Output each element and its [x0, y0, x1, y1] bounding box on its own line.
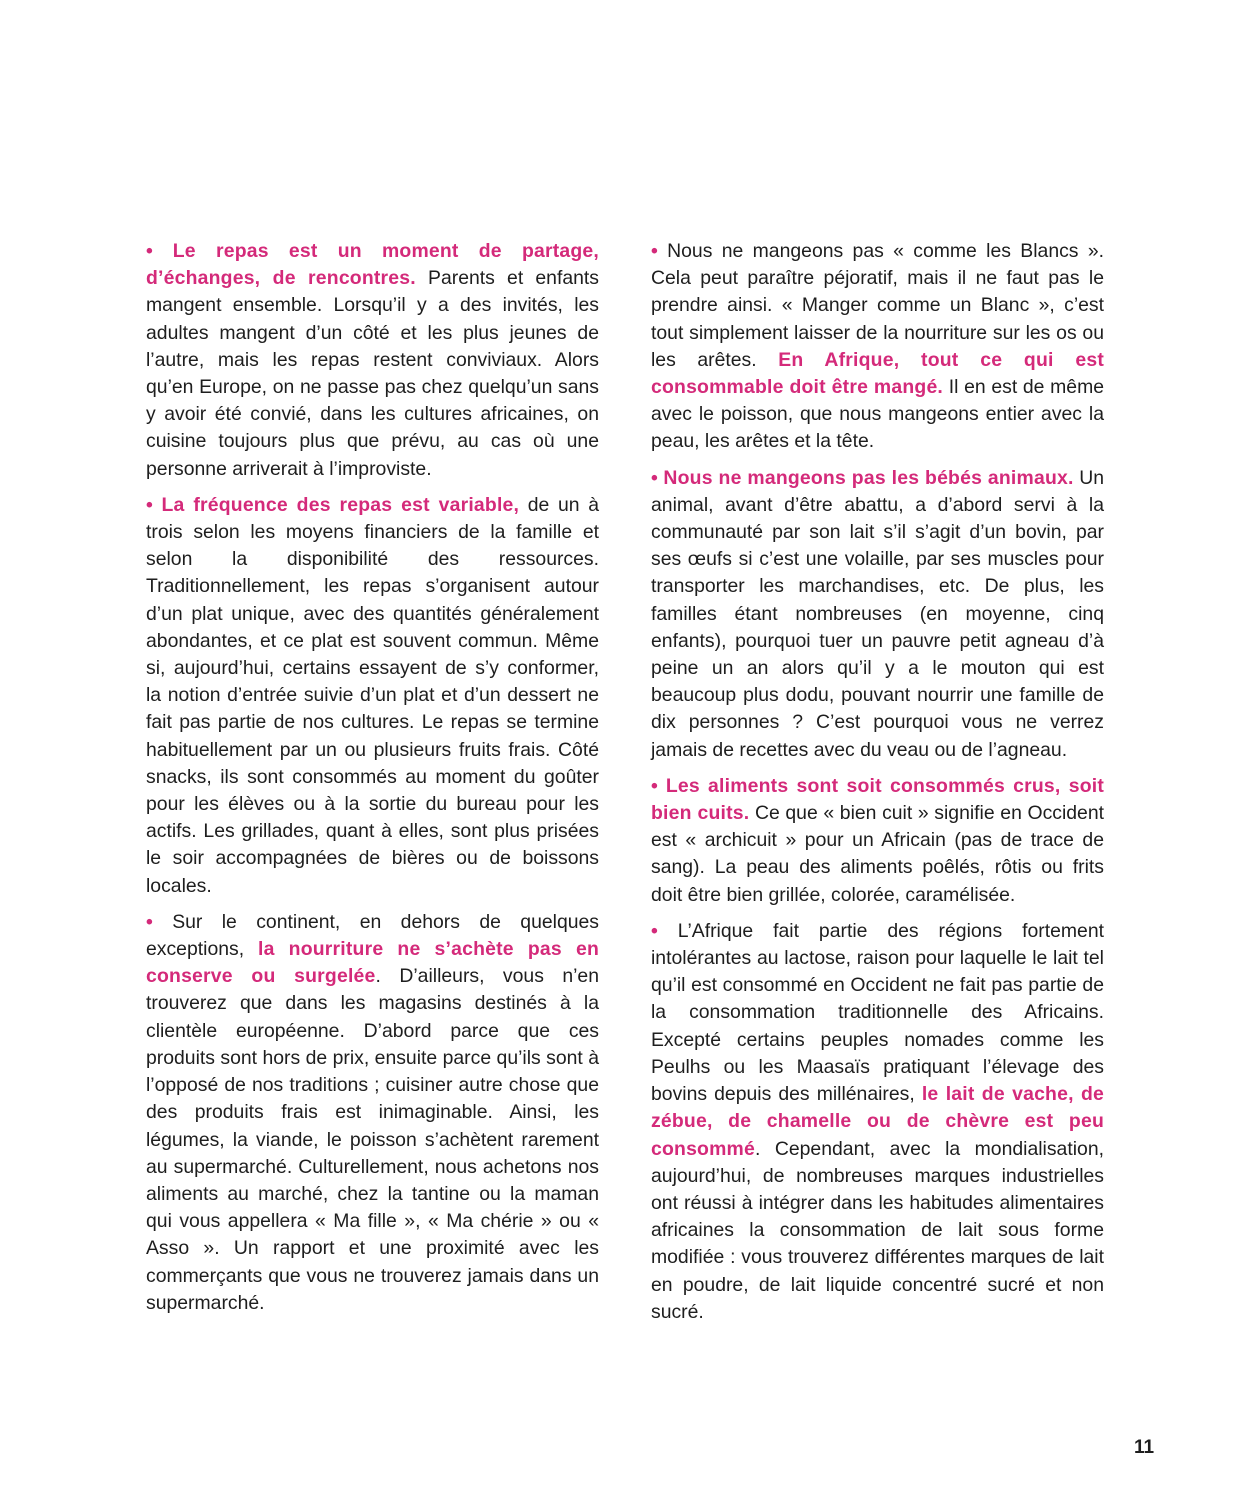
bullet-icon: •	[146, 240, 173, 262]
left-column	[146, 238, 599, 1326]
paragraph-crus-ou-cuits	[651, 773, 1104, 909]
highlight-text: En Afrique, tout ce qui est consommable doit être mangé.	[651, 348, 1104, 399]
body-text: Parents et enfants mangent ensemble. Lorsqu’il y a des invités, les adultes mangent d’un côté et les plus jeunes de l’autre, mais les repas restent conviviaux. Alors qu’en Europe, on ne passe pas chez quelqu’un sans y avoir été convié, dans les cultures africaines, on cuisine toujours plus que prévu, au cas où une personne arriverait à l’improviste.	[146, 267, 599, 480]
bullet-icon: •	[651, 240, 668, 262]
body-text: de un à trois selon les moyens financiers de la famille et selon la disponibilité des ressources. Traditionnellement, les repas s’organisent autour d’un plat unique, avec des quantités généralement abondantes, et ce plat est souvent commun. Même si, aujourd’hui, certains essayent de s’y conformer, la notion d’entrée suivie d’un plat et d’un dessert ne fait pas partie de nos cultures. Le repas se termine habituellement par un ou plusieurs fruits frais. Côté snacks, ils sont consommés au moment du goûter pour les élèves ou à la sortie du bureau pour les actifs. Les grillades, quant à elles, sont plus prisées le soir accompagnées de bières ou de boissons locales.	[146, 493, 599, 897]
body-text-before: Nous ne mangeons pas « comme les Blancs ». Cela peut paraître péjoratif, mais il ne faut pas le prendre ainsi. « Manger comme un Blanc », c’est tout simplement laisser de la nourriture sur les os ou les arêtes.	[651, 240, 1105, 371]
highlight-text: Le repas est un moment de partage, d’échanges, de rencontres.	[146, 240, 599, 290]
body-text: Un animal, avant d’être abattu, a d’abord servi à la communauté par son lait s’il s’agit d’un bovin, par ses œufs si c’est une volaille, par ses muscles pour transporter les marchandises, etc. De plus, les familles étant nombreuses (en moyenne, cinq enfants), pourquoi tuer un pauvre petit agneau d’à peine un an alors qu’il y a le mouton qui est beaucoup plus dodu, pouvant nourrir une famille de dix personnes ? C’est pourquoi vous ne verrez jamais de recettes avec du veau ou de l’agneau.	[651, 466, 1104, 761]
page-number: 11	[1134, 1437, 1155, 1458]
body-text: Ce que « bien cuit » signifie en Occident est « archicuit » pour un Africain (pas de trace de sang). La peau des aliments poêlés, rôtis ou frits doit être bien grillée, colorée, caramélisée.	[651, 802, 1105, 906]
right-column	[651, 238, 1104, 1335]
paragraph-lactose	[651, 918, 1104, 1326]
paragraph-frequence-repas	[146, 492, 599, 900]
paragraph-repas-partage	[146, 238, 599, 483]
body-text: . Cependant, avec la mondialisation, aujourd’hui, de nombreuses marques industrielles ont réussi à intégrer dans les habitudes alimentaires africaines la consommation de lait sous forme modifiée : vous trouverez différentes marques de lait en poudre, de lait liquide concentré sucré et non sucré.	[651, 1137, 1104, 1323]
highlight-text: La fréquence des repas est variable,	[161, 493, 520, 516]
body-text: . D’ailleurs, vous n’en trouverez que dans les magasins destinés à la clientèle européenne. D’abord parce que ces produits sont hors de prix, ensuite parce qu’ils sont à l’opposé de nos traditions ; cuisiner autre chose que des produits frais est inimaginable. Ainsi, les légumes, la viande, le poisson s’achètent rarement au supermarché. Culturellement, nous achetons nos aliments au marché, chez la tantine ou la maman qui vous appellera « Ma fille », « Ma chérie » ou « Asso ». Un rapport et une proximité avec les commerçants que vous ne trouverez jamais dans un supermarché.	[146, 965, 599, 1314]
body-text: Il en est de même avec le poisson, que nous mangeons entier avec la peau, les arêtes et la tête.	[651, 376, 1105, 453]
bullet-icon: •	[651, 919, 678, 942]
body-text-before: Sur le continent, en dehors de quelques exceptions,	[146, 910, 599, 961]
bullet-icon: •	[651, 466, 664, 489]
bullet-icon: •	[651, 774, 666, 797]
body-text-before: L’Afrique fait partie des régions fortement intolérantes au lactose, raison pour laquelle le lait tel qu’il est consommé en Occident ne fait pas partie de la consommation traditionnelle des Africains. Excepté certains peuples nomades comme les Peulhs ou les Maasaïs pratiquant l’élevage des bovins depuis des millénaires,	[651, 919, 1104, 1106]
bullet-icon: •	[146, 493, 162, 516]
highlight-text: Les aliments sont soit consommés crus, soit bien cuits.	[651, 774, 1104, 825]
highlight-text: le lait de vache, de zébue, de chamelle ou de chèvre est peu consommé	[651, 1083, 1104, 1160]
paragraph-bebes-animaux	[651, 465, 1104, 764]
paragraph-nourriture-conserve	[146, 909, 599, 1317]
highlight-text: Nous ne mangeons pas les bébés animaux.	[663, 466, 1074, 489]
highlight-text: la nourriture ne s’achète pas en conserve ou surgelée	[146, 938, 599, 988]
paragraph-comme-les-blancs	[651, 238, 1104, 456]
bullet-icon: •	[146, 910, 173, 933]
